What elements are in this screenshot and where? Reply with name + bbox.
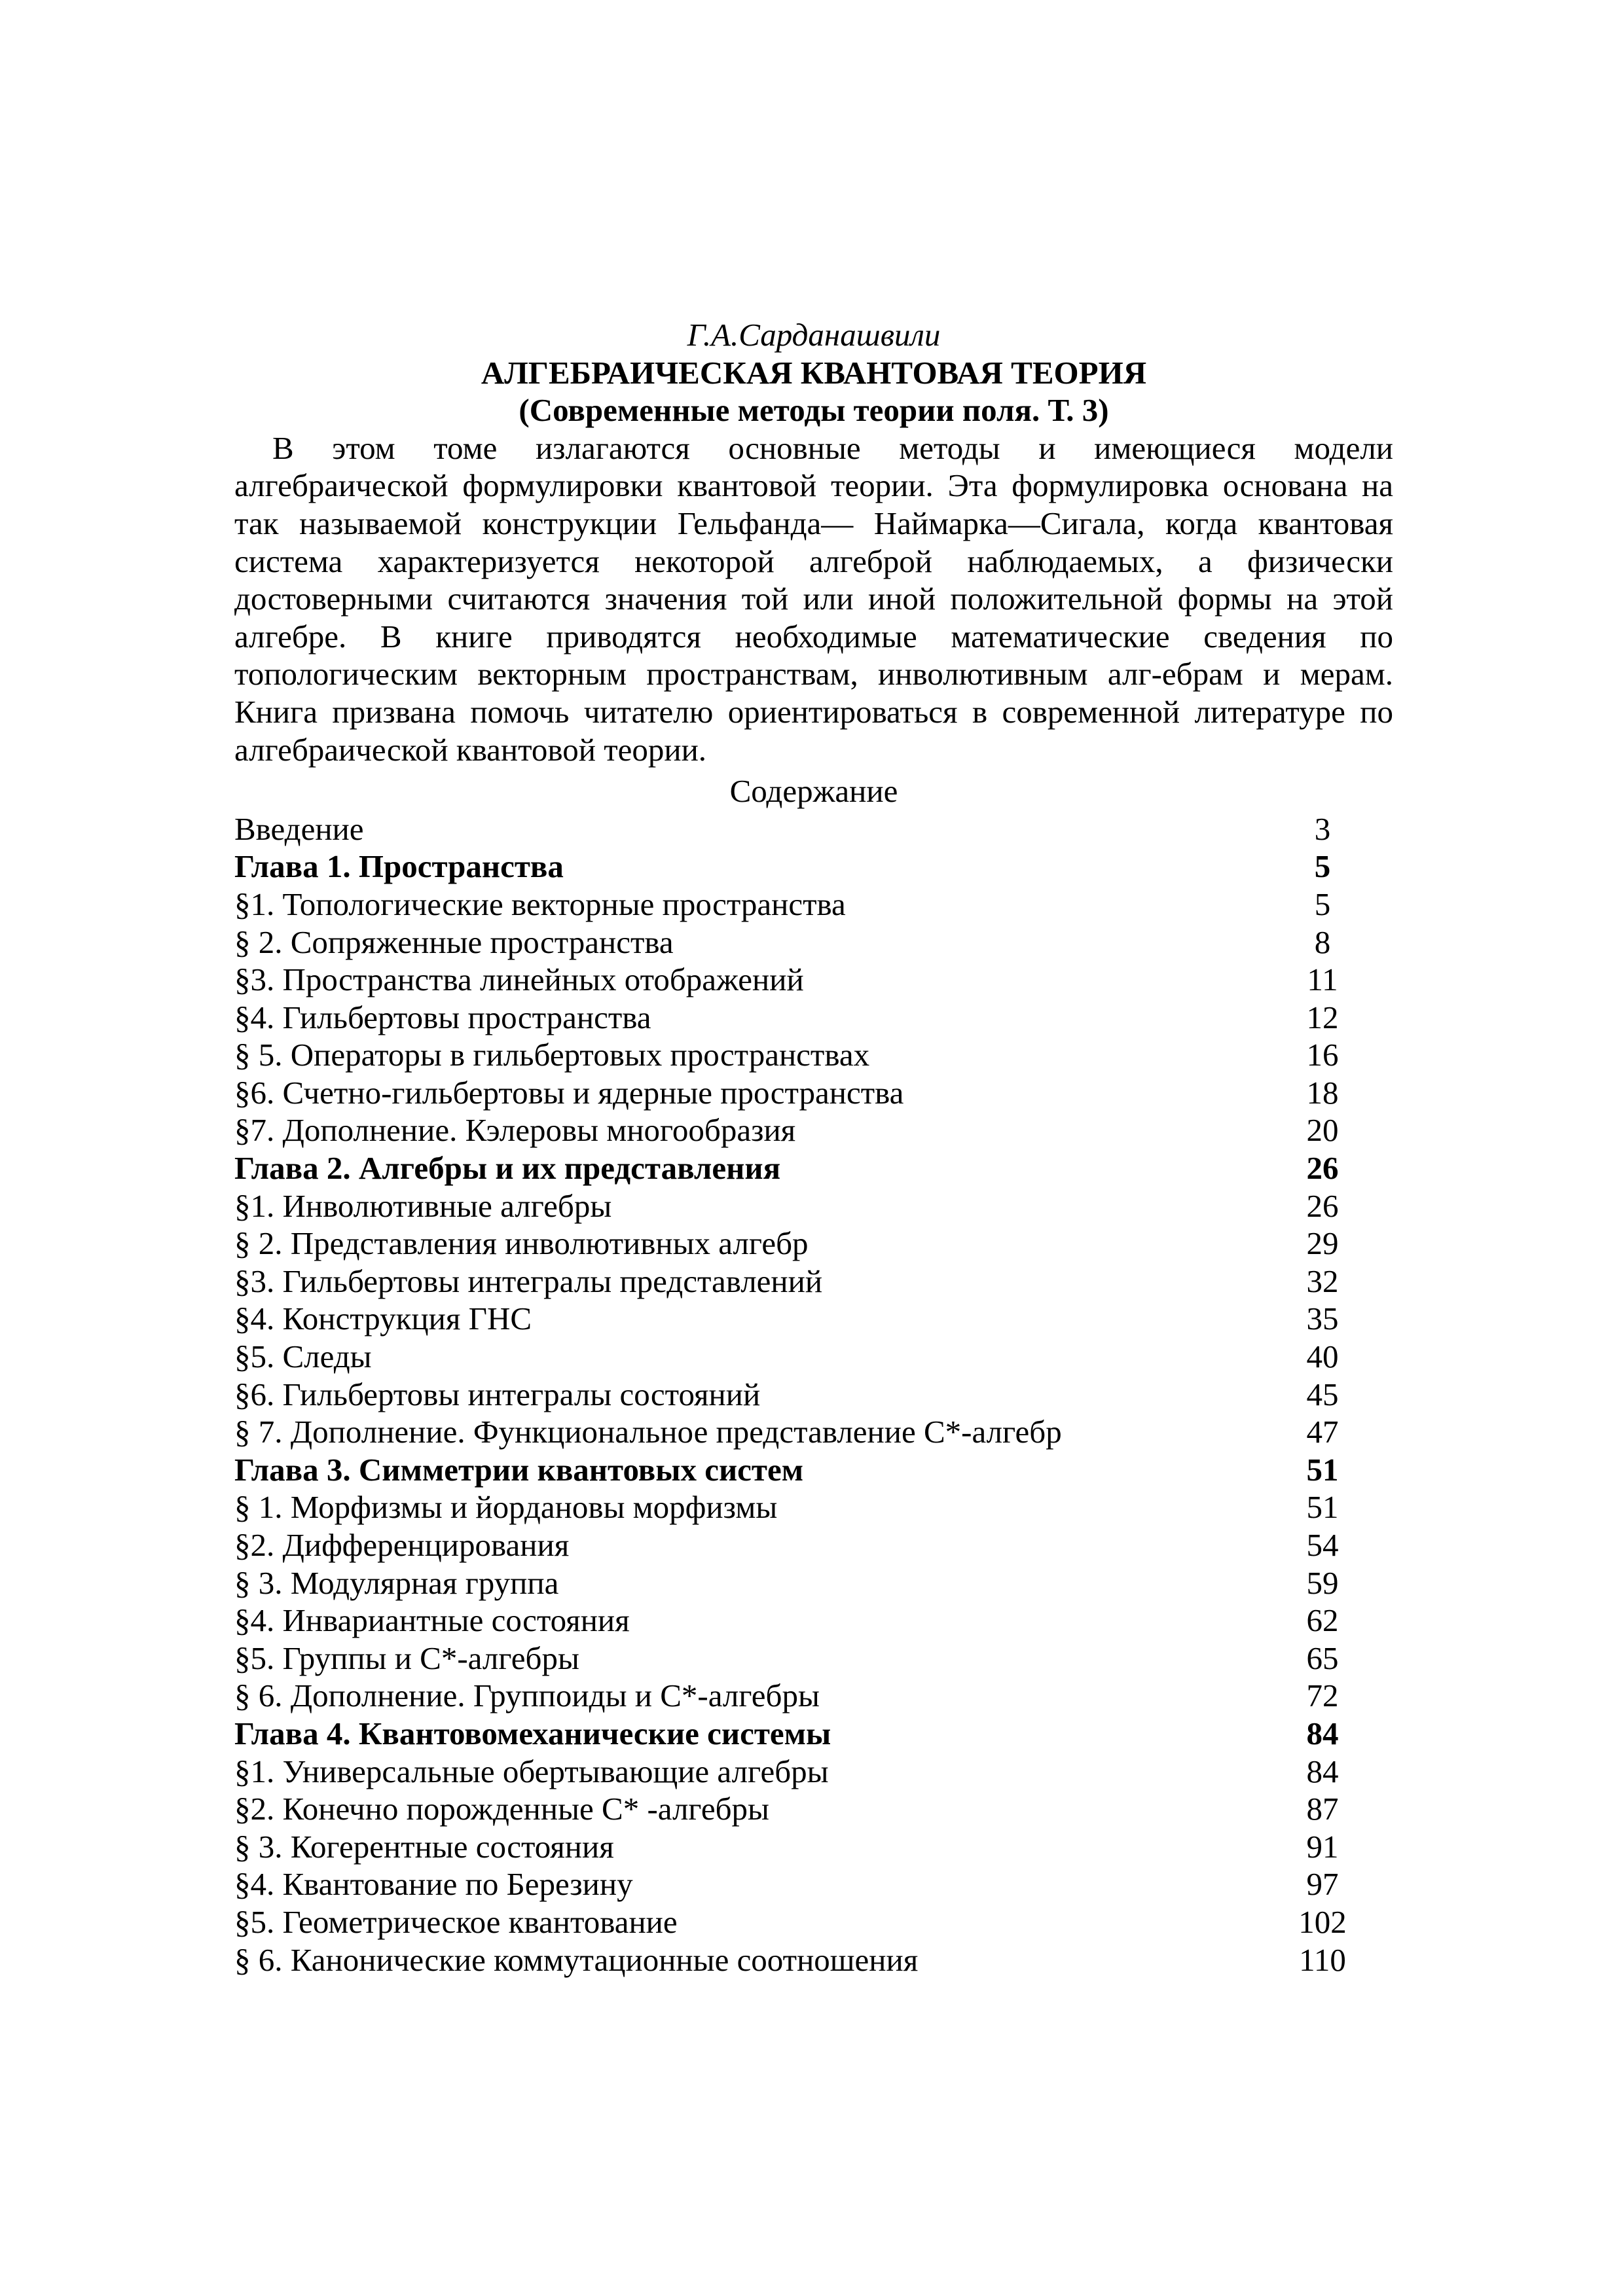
toc-entry-label: §1. Инволютивные алгебры (234, 1187, 612, 1224)
toc-page-number: 65 (1306, 1640, 1339, 1676)
toc-entry-label: § 3. Модулярная группа (234, 1564, 559, 1601)
toc-page-number: 97 (1306, 1866, 1339, 1903)
toc-entry-label: §4. Квантование по Березину (234, 1866, 633, 1903)
toc-row (234, 1074, 1393, 1112)
toc-page-number: 102 (1298, 1903, 1347, 1940)
toc-page-number: 40 (1306, 1338, 1339, 1375)
toc-entry-label: §1. Топологические векторные пространства (234, 886, 846, 922)
toc-page-number: 47 (1306, 1414, 1339, 1450)
toc-page-number: 5 (1314, 848, 1331, 885)
toc-page-number: 35 (1306, 1300, 1339, 1337)
toc-entry-label: Глава 4. Квантовомеханические системы (234, 1715, 831, 1751)
toc-page-number: 91 (1306, 1828, 1339, 1865)
page-content (234, 0, 1393, 1979)
toc-page-number: 18 (1306, 1074, 1339, 1111)
toc-row (234, 810, 1393, 848)
toc-page-number: 11 (1307, 961, 1338, 998)
toc-page-number: 84 (1306, 1753, 1339, 1789)
toc-page-number: 20 (1306, 1112, 1339, 1149)
toc-entry-label: § 6. Дополнение. Группоиды и C*-алгебры (234, 1677, 820, 1714)
toc-row (234, 999, 1393, 1037)
toc-row (234, 1225, 1393, 1263)
toc-entry-label: §5. Следы (234, 1338, 372, 1375)
toc-entry-label: § 5. Операторы в гильбертовых пространствах (234, 1037, 870, 1073)
toc-entry-label: § 3. Когерентные состояния (234, 1828, 614, 1865)
abstract-line: алгебраической формулировки квантовой теории. Эта формулировка основана на (234, 467, 1393, 504)
toc-page-number: 26 (1306, 1187, 1339, 1224)
book-subtitle: (Современные методы теории поля. Т. 3) (519, 392, 1109, 429)
toc-entry-label: Глава 1. Пространства (234, 848, 564, 885)
abstract-line: В этом томе излагаются основные методы и имеющиеся модели (272, 429, 1393, 466)
abstract-paragraph (234, 429, 1393, 768)
toc-chapter-row (234, 1715, 1393, 1753)
contents-heading: Содержание (729, 773, 898, 810)
toc-entry-label: §4. Инвариантные состояния (234, 1602, 630, 1639)
author-name: Г.А.Сарданашвили (687, 317, 941, 353)
toc-page-number: 26 (1306, 1150, 1339, 1187)
toc-page-number: 110 (1299, 1941, 1346, 1978)
toc-entry-label: §3. Пространства линейных отображений (234, 961, 804, 998)
toc-entry-label: § 6. Канонические коммутационные соотношения (234, 1941, 919, 1978)
toc-entry-label: Глава 2. Алгебры и их представления (234, 1150, 781, 1187)
toc-row (234, 1338, 1393, 1376)
toc-page-number: 45 (1306, 1376, 1339, 1412)
toc-page-number: 54 (1306, 1527, 1339, 1563)
toc-page-number: 51 (1306, 1489, 1339, 1526)
toc-page-number: 16 (1306, 1037, 1339, 1073)
toc-chapter-row (234, 848, 1393, 886)
toc-entry-label: § 2. Сопряженные пространства (234, 924, 674, 960)
toc-row (234, 1300, 1393, 1338)
toc-row (234, 1376, 1393, 1414)
toc-entry-label: §4. Гильбертовы пространства (234, 999, 651, 1035)
toc-row (234, 1488, 1393, 1526)
toc-entry-label: Глава 3. Симметрии квантовых систем (234, 1451, 804, 1488)
toc-page-number: 72 (1306, 1677, 1339, 1714)
toc-entry-label: §6. Счетно-гильбертовы и ядерные пространства (234, 1074, 904, 1111)
toc-page-number: 8 (1314, 924, 1331, 960)
toc-row (234, 1753, 1393, 1791)
toc-page-number: 3 (1314, 810, 1331, 847)
toc-row (234, 1413, 1393, 1451)
toc-row (234, 886, 1393, 924)
toc-page-number: 51 (1306, 1451, 1339, 1488)
toc-row (234, 1677, 1393, 1715)
abstract-line: Книга призвана помочь читателю ориентироваться в современной литературе по (234, 693, 1393, 730)
toc-row (234, 1526, 1393, 1564)
toc-page-number: 29 (1306, 1225, 1339, 1262)
toc-entry-label: § 2. Представления инволютивных алгебр (234, 1225, 809, 1262)
toc-row (234, 1564, 1393, 1602)
abstract-line: топологическим векторным пространствам, инволютивным алг-ебрам и мерам. (234, 656, 1393, 692)
toc-chapter-row (234, 1149, 1393, 1187)
toc-entry-label: §7. Дополнение. Кэлеровы многообразия (234, 1112, 796, 1149)
toc-row (234, 1828, 1393, 1866)
abstract-line: алгебре. В книге приводятся необходимые математические сведения по (234, 618, 1393, 655)
toc-row (234, 1036, 1393, 1074)
toc-entry-label: § 1. Морфизмы и йордановы морфизмы (234, 1489, 778, 1526)
toc-page-number: 84 (1306, 1715, 1339, 1751)
toc-row (234, 1865, 1393, 1903)
toc-row (234, 1640, 1393, 1677)
toc-page-number: 12 (1306, 999, 1339, 1035)
toc-row (234, 1790, 1393, 1828)
abstract-line: достоверными считаются значения той или иной положительной формы на этой (234, 581, 1393, 617)
toc-page-number: 5 (1314, 886, 1331, 922)
abstract-line: система характеризуется некоторой алгеброй наблюдаемых, а физически (234, 543, 1393, 579)
toc-entry-label: Введение (234, 810, 364, 847)
toc-row (234, 924, 1393, 961)
toc-entry-label: §4. Конструкция ГНС (234, 1300, 532, 1337)
toc-entry-label: § 7. Дополнение. Функциональное представление C*-алгебр (234, 1414, 1062, 1450)
toc-entry-label: §6. Гильбертовы интегралы состояний (234, 1376, 761, 1412)
book-title: АЛГЕБРАИЧЕСКАЯ КВАНТОВАЯ ТЕОРИЯ (481, 354, 1147, 391)
toc-row (234, 1602, 1393, 1640)
toc-page-number: 87 (1306, 1791, 1339, 1827)
abstract-line: алгебраической квантовой теории. (234, 731, 707, 768)
toc-page-number: 59 (1306, 1564, 1339, 1601)
toc-entry-label: §3. Гильбертовы интегралы представлений (234, 1263, 823, 1299)
toc-row (234, 1903, 1393, 1941)
abstract-line: так называемой конструкции Гельфанда— Наймарка—Сигала, когда квантовая (234, 505, 1393, 541)
toc-row (234, 1187, 1393, 1225)
toc-entry-label: §2. Дифференцирования (234, 1527, 570, 1563)
toc-row (234, 961, 1393, 999)
toc-row (234, 1263, 1393, 1300)
toc-entry-label: §5. Группы и C*-алгебры (234, 1640, 579, 1676)
toc-page-number: 32 (1306, 1263, 1339, 1299)
toc-entry-label: §5. Геометрическое квантование (234, 1903, 678, 1940)
toc-entry-label: §2. Конечно порожденные C* -алгебры (234, 1791, 769, 1827)
toc-entry-label: §1. Универсальные обертывающие алгебры (234, 1753, 829, 1789)
toc-chapter-row (234, 1451, 1393, 1489)
table-of-contents (234, 810, 1393, 1979)
toc-row (234, 1111, 1393, 1149)
toc-row (234, 1941, 1393, 1979)
toc-page-number: 62 (1306, 1602, 1339, 1639)
